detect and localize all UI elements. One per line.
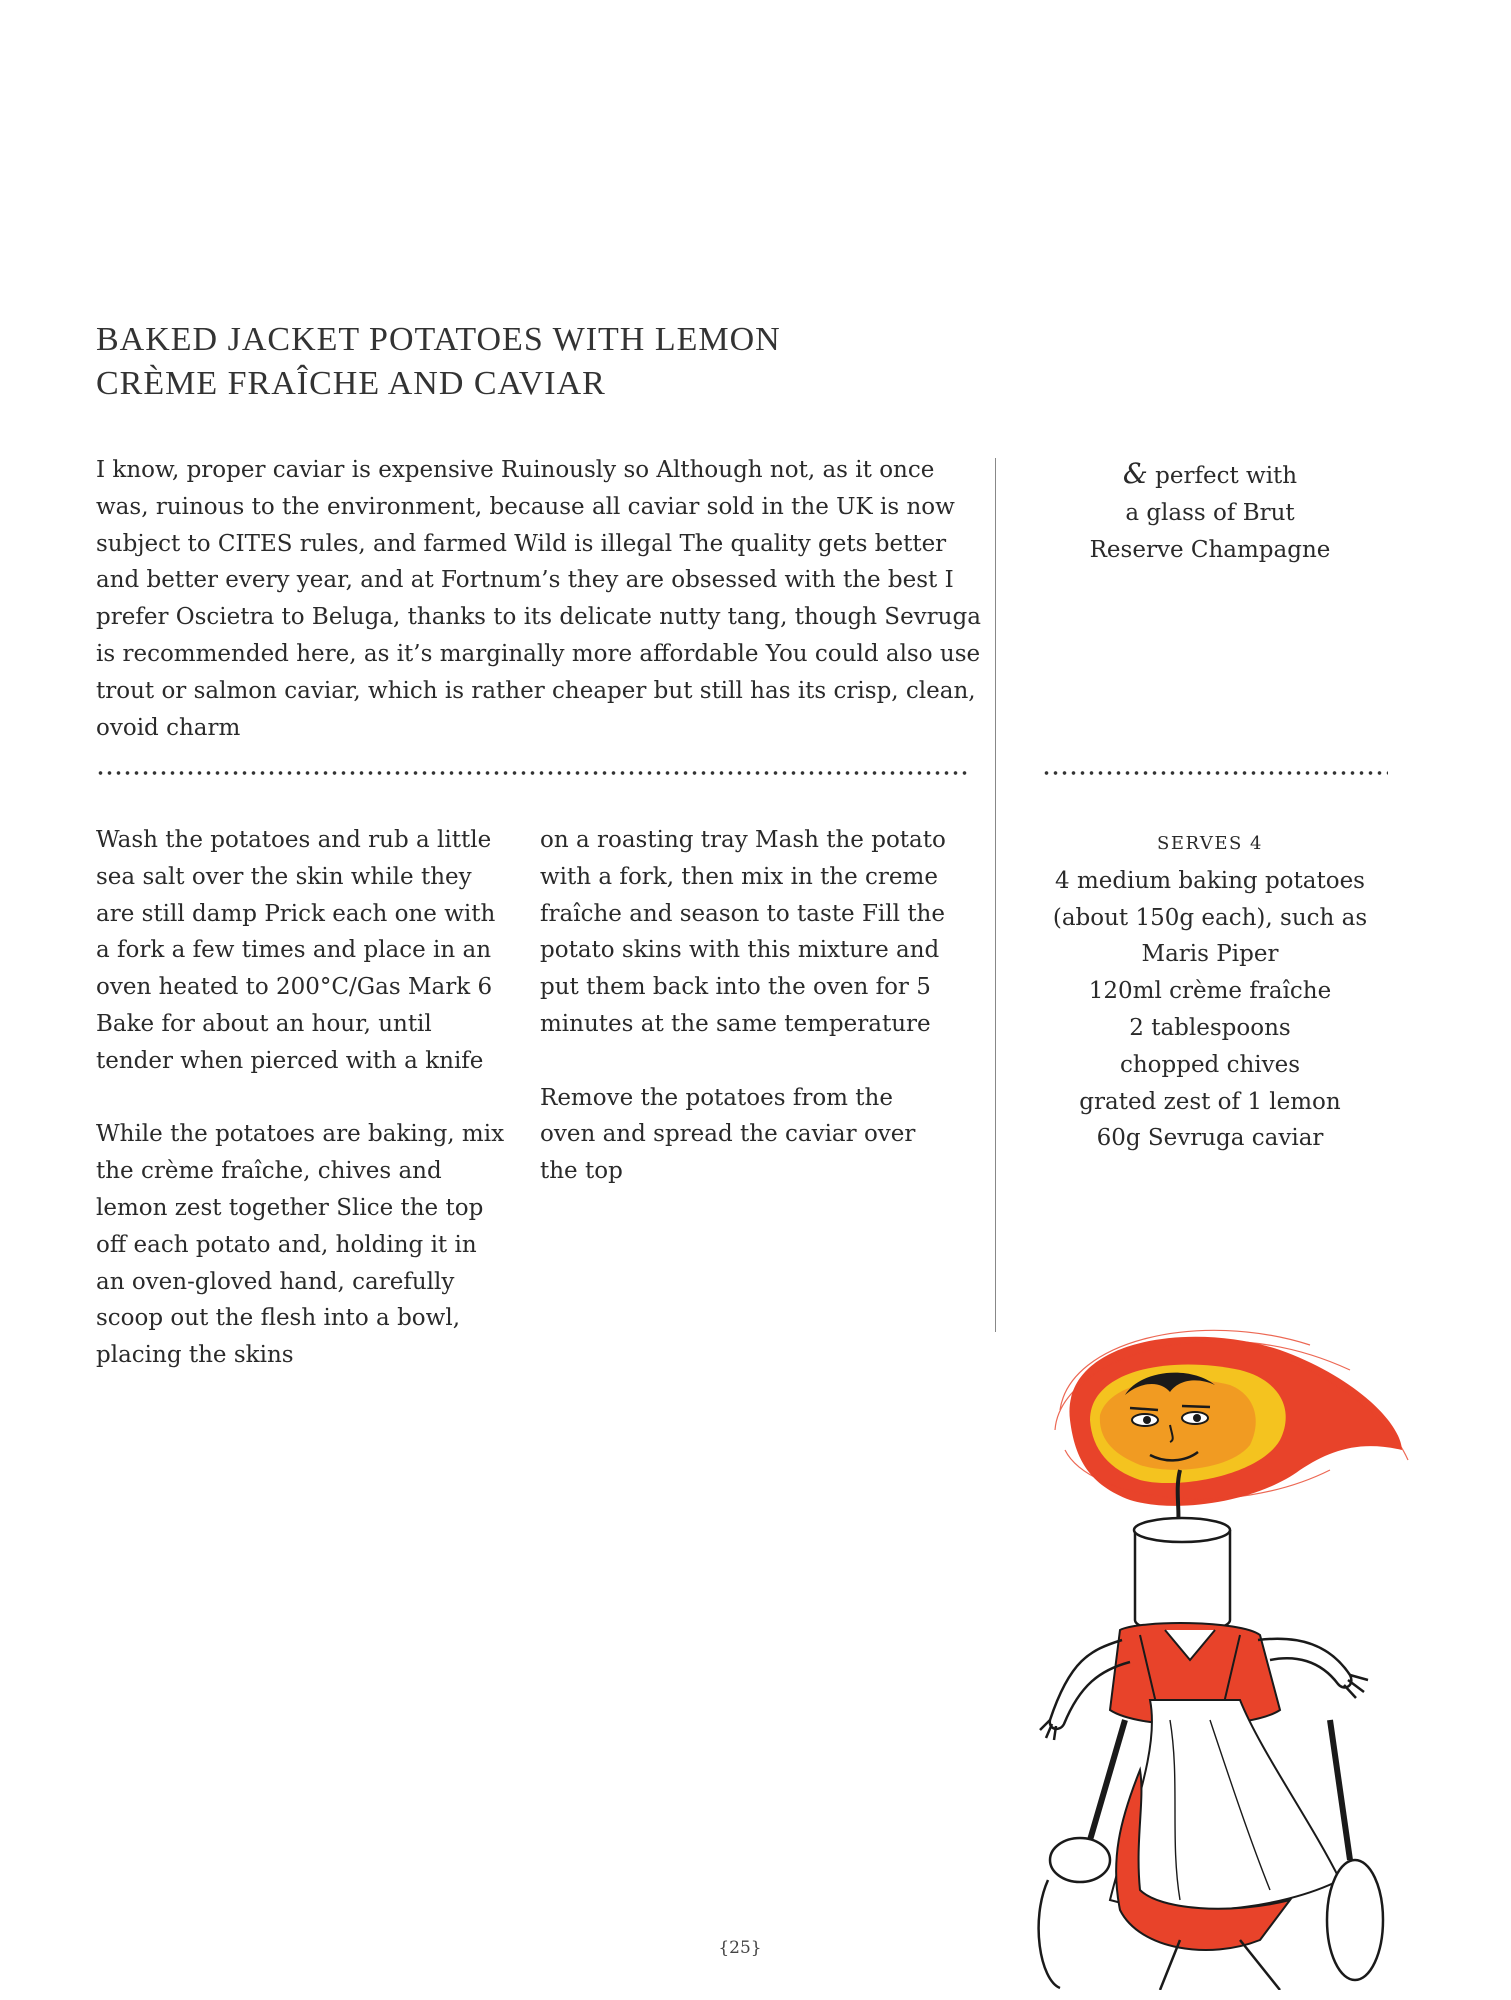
dotted-divider-side (1042, 770, 1388, 776)
method-column-1 (96, 822, 506, 1411)
cylinder-neck (1134, 1518, 1230, 1631)
ingredient-line: 2 tablespoons (1129, 1014, 1291, 1041)
pairing-line-1: perfect with (1155, 463, 1298, 489)
title-line-2: CRÈME FRAÎCHE AND CAVIAR (96, 365, 606, 402)
method-step: on a roasting tray Mash the potato with a fork, then mix in the creme fraîche and season to taste Fill the potato skins with this mixture and put them back into the oven for 5 minutes at the same temperature (540, 827, 946, 1037)
ingredients-list (1030, 826, 1390, 1157)
dotted-divider-main (96, 770, 968, 776)
pairing-line-3: Reserve Champagne (1089, 536, 1331, 563)
ingredient-line: chopped chives (1119, 1051, 1301, 1078)
method-step: While the potatoes are baking, mix the crème fraîche, chives and lemon zest together Slice the top off each potato and, holding it in an oven-gloved hand, carefully scoop out the flesh into a bowl, placing the skins (96, 1121, 505, 1369)
column-divider (995, 458, 996, 1332)
frying-pan (1039, 1720, 1125, 1988)
method-column-2 (540, 822, 950, 1227)
wine-pairing (1030, 456, 1390, 568)
recipe-title (96, 318, 996, 406)
method-step: Remove the potatoes from the oven and spread the caviar over the top (540, 1084, 916, 1185)
saucepan (1327, 1720, 1383, 1980)
method-step: Wash the potatoes and rub a little sea salt over the skin while they are still damp Prick each one with a fork a few times and place in an oven heated to 200°C/Gas Mark 6 Bake for about an hour, until tender when pierced with a knife (96, 827, 496, 1074)
neck-stem (1178, 1470, 1180, 1525)
ampersand-glyph: & (1122, 457, 1148, 490)
flame-head (1055, 1330, 1408, 1506)
ingredient-line: 60g Sevruga caviar (1096, 1125, 1324, 1152)
ingredient-line: 120ml crème fraîche (1088, 978, 1332, 1005)
ingredient-line: Maris Piper (1141, 941, 1279, 968)
ingredient-line: grated zest of 1 lemon (1079, 1088, 1341, 1115)
ingredient-line: 4 medium baking potatoes (1055, 867, 1365, 894)
page-number: {25} (718, 1938, 762, 1958)
intro-paragraph: I know, proper caviar is expensive Ruinously so Although not, as it once was, ruinous to the environment, because all caviar sold in the UK is now subject to CITES rules, and farmed Wild is illegal The quality gets better and better every year, and at Fortnum’s they are obsessed with the best I prefer Oscietra to Beluga, thanks to its delicate nutty tang, though Sevruga is recommended here, as it’s marginally more affordable You could also use trout or salmon caviar, which is rather cheaper but still has its crisp, clean, ovoid charm (96, 457, 981, 741)
title-line-1: BAKED JACKET POTATOES WITH LEMON (96, 321, 781, 358)
cook-illustration (1030, 1300, 1410, 1990)
dress-body (1110, 1623, 1340, 1950)
pairing-line-2: a glass of Brut (1125, 499, 1295, 526)
serves-label: SERVES 4 (1156, 833, 1264, 854)
ingredient-line: (about 150g each), such as (1052, 904, 1368, 931)
